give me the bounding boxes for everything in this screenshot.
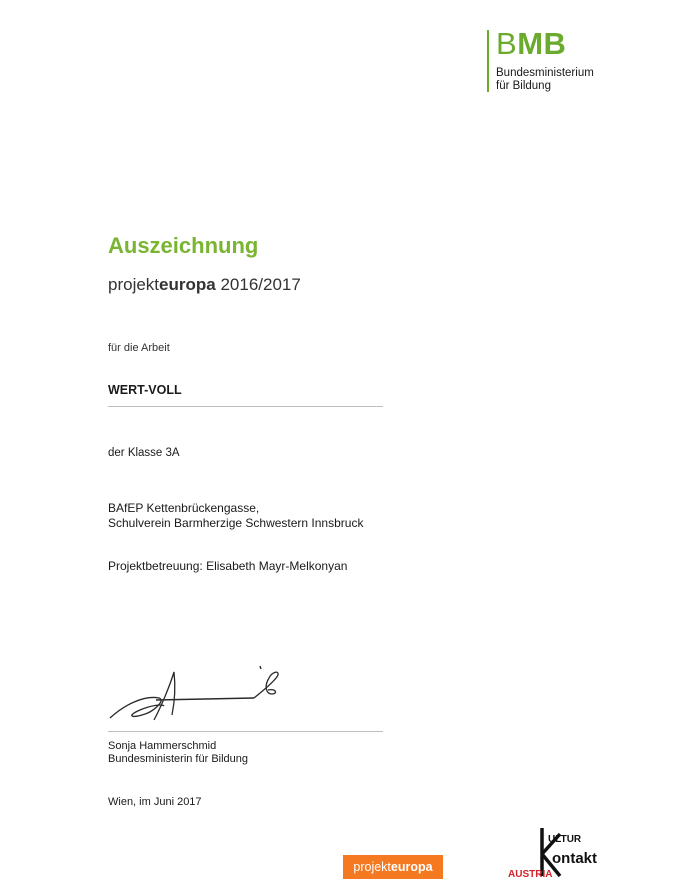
place-date: Wien, im Juni 2017 (108, 796, 202, 808)
certificate-title: Auszeichnung (108, 233, 259, 258)
signer-role: Bundesministerin für Bildung (108, 753, 249, 765)
handwritten-signature (104, 660, 289, 725)
bmb-logo-letter-b: B (496, 26, 518, 61)
projekteuropa-logo (343, 855, 443, 879)
bmb-logo-line2: für Bildung (496, 80, 551, 92)
pe-logo-bold: europa (390, 860, 433, 874)
bmb-logo-letters (496, 27, 566, 61)
signer-name: Sonja Hammerschmid (108, 740, 217, 752)
kk-logo-top: ULTUR (548, 834, 582, 845)
bmb-logo-line1: Bundesministerium (496, 67, 594, 79)
class-line: der Klasse 3A (108, 447, 180, 459)
subtitle-year: 2016/2017 (220, 275, 301, 294)
work-label: für die Arbeit (108, 342, 170, 354)
supervision-line: Projektbetreuung: Elisabeth Mayr-Melkonyan (108, 559, 348, 573)
kk-logo-bottom: AUSTRIA (508, 869, 553, 880)
pe-logo-prefix: projekt (353, 860, 391, 874)
school-line-1: BAfEP Kettenbrückengasse, (108, 501, 260, 515)
kulturkontakt-logo (508, 826, 618, 880)
bmb-logo-bar (487, 30, 489, 92)
school-line-2: Schulverein Barmherzige Schwestern Innsbruck (108, 516, 364, 530)
divider-line (108, 406, 383, 407)
work-title: WERT-VOLL (108, 383, 182, 397)
bmb-logo-letters-mb: MB (517, 26, 567, 61)
signature-line (108, 731, 383, 732)
subtitle-bold: europa (159, 275, 216, 294)
kk-logo-main: ontakt (552, 850, 597, 867)
certificate-subtitle (108, 275, 301, 295)
subtitle-prefix: projekt (108, 275, 160, 294)
